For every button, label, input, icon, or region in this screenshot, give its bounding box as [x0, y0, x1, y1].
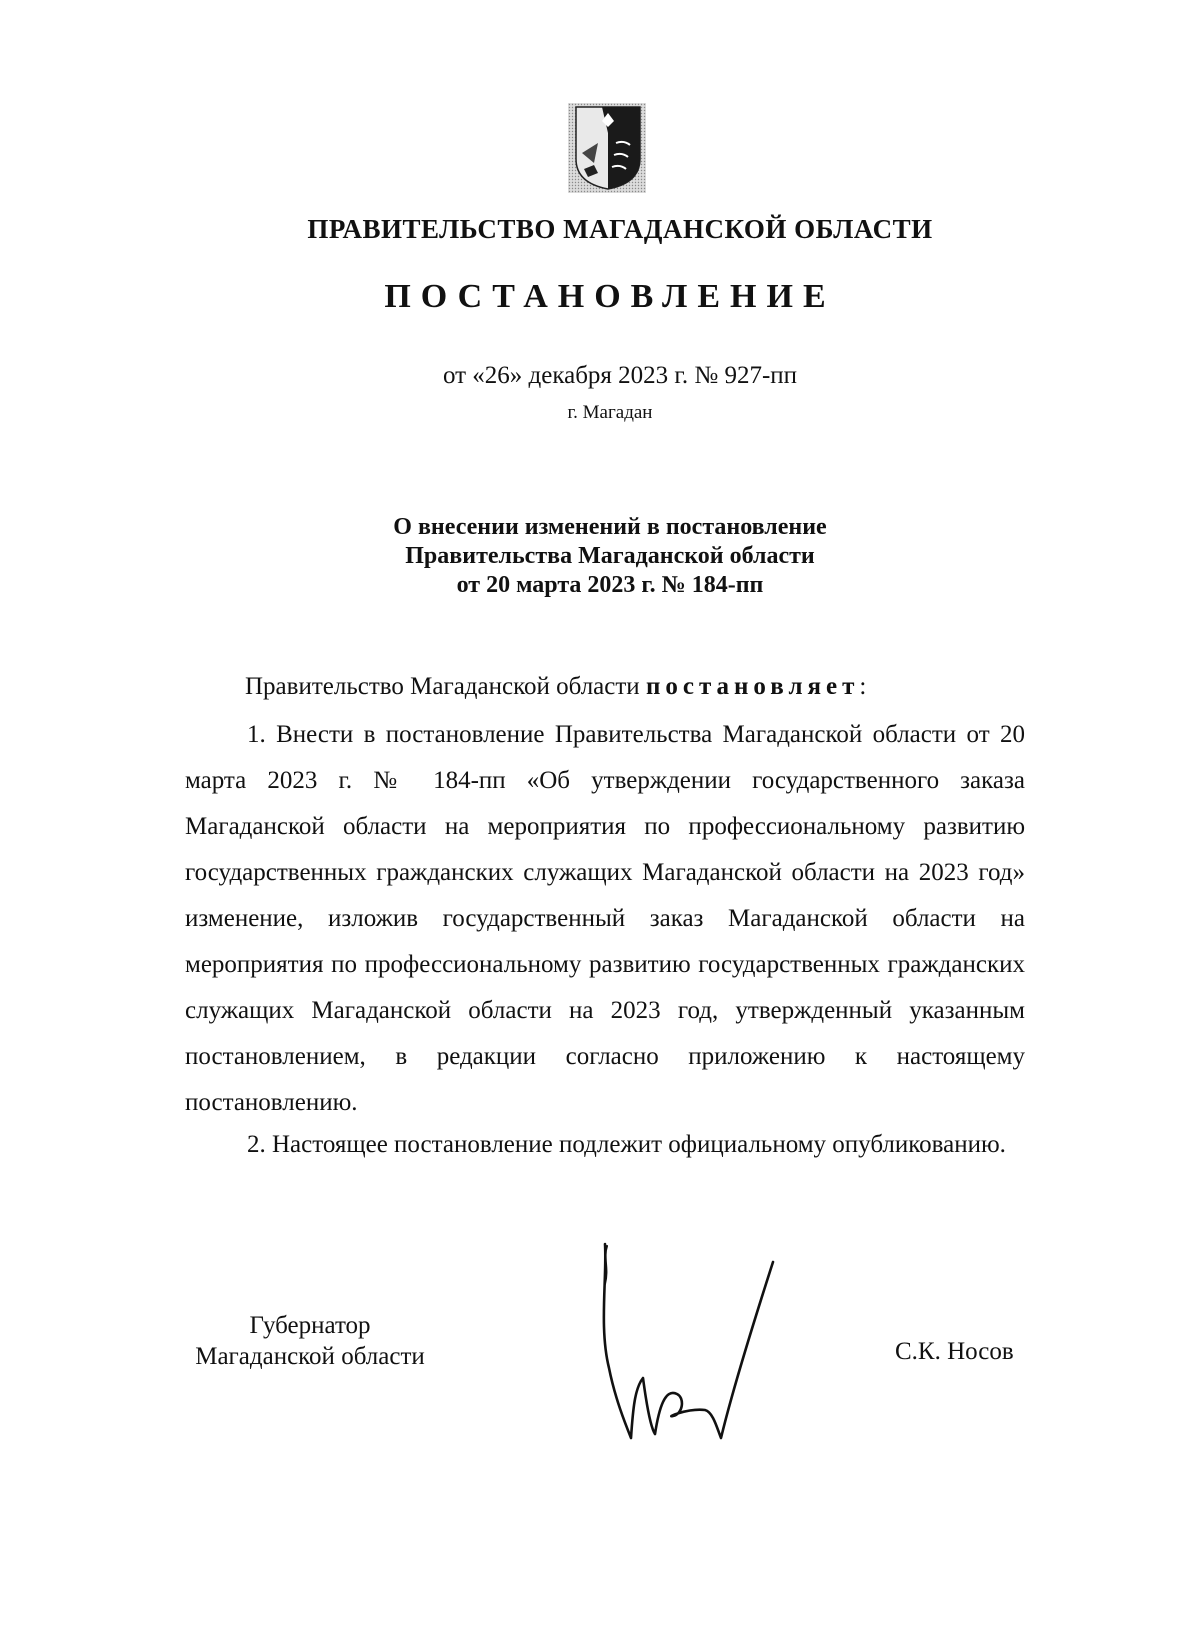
document-type: ПОСТАНОВЛЕНИЕ [384, 278, 836, 315]
intro-text: Правительство Магаданской области [245, 673, 646, 700]
subject-line: Правительства Магаданской области [405, 543, 815, 569]
position-line: Губернатор [249, 1312, 371, 1339]
position-line: Магаданской области [195, 1343, 425, 1370]
paragraph-2: 2. Настоящее постановление подлежит официальному опубликованию. [247, 1131, 1006, 1158]
subject-line: от 20 марта 2023 г. № 184-пп [456, 572, 764, 598]
document-date-number: от «26» декабря 2023 г. № 927-пп [442, 362, 798, 389]
document-city: г. Магадан [567, 402, 653, 423]
paragraph-1: 1. Внести в постановление Правительства Магаданской области от 20 марта 2023 г. № 184-пп «Об утверждении государственного заказа Магаданской области на мероприятия по профессиональному развитию государственных гражданских служащих Магаданской области на 2023 год» изменение, изложив государственный заказ Магаданской области на мероприятия по профессиональному развитию государственных гражданских служащих Магаданской области на 2023 год, утвержденный указанным постановлением, в редакции согласно приложению к настоящему постановлению. [185, 721, 1025, 1116]
document-subject [0, 513, 1200, 600]
signatory-name: С.К. Носов [895, 1338, 1014, 1365]
subject-line: О внесении изменений в постановление [393, 514, 827, 540]
handwritten-signature [595, 1238, 785, 1448]
intro-decree-word: постановляет [645, 673, 860, 700]
intro-colon: : [859, 673, 867, 700]
resolution-intro [245, 673, 866, 701]
signatory-position [185, 1310, 435, 1372]
coat-of-arms-icon [568, 103, 646, 193]
organization-title: ПРАВИТЕЛЬСТВО МАГАДАНСКОЙ ОБЛАСТИ [307, 214, 933, 244]
